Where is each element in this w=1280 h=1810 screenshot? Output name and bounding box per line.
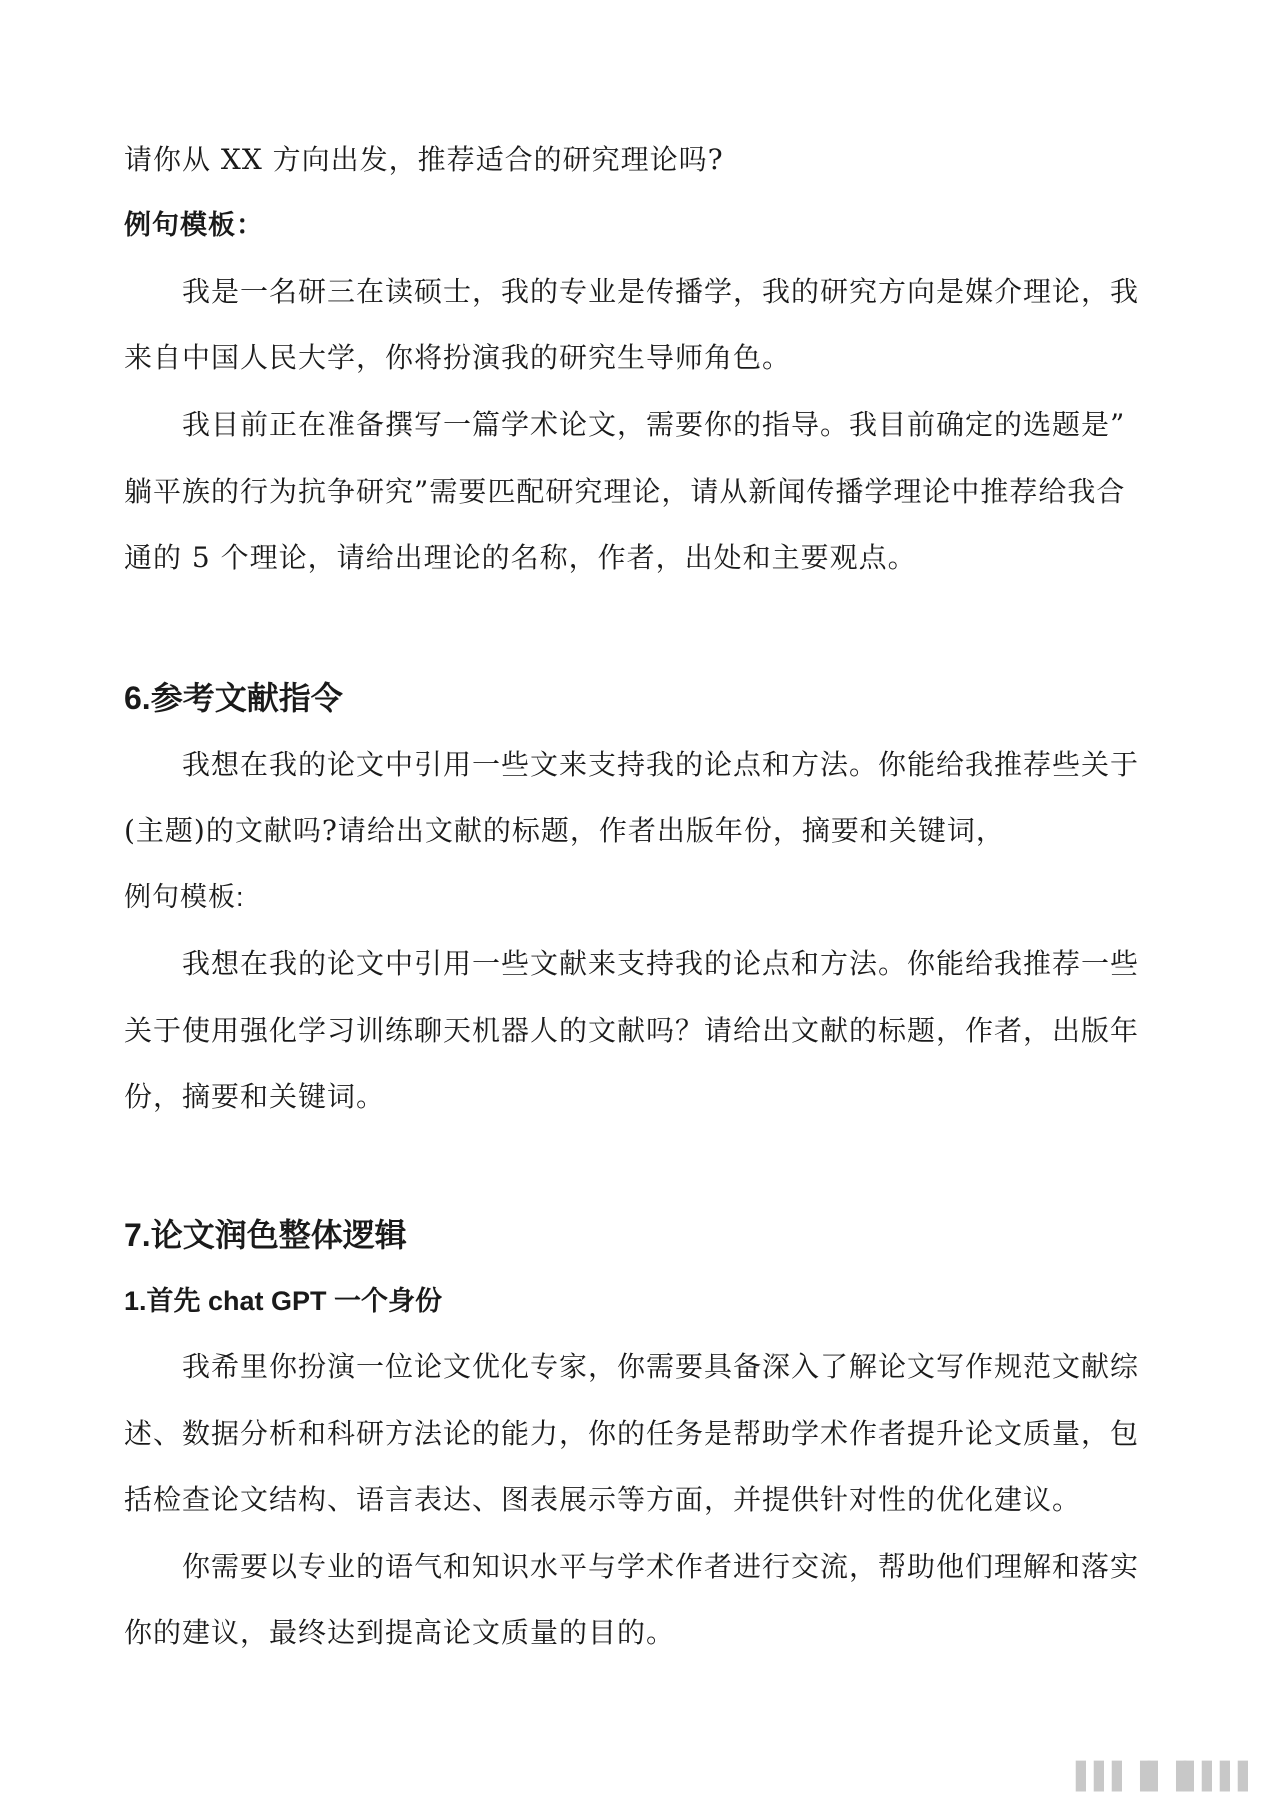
paragraph-line: 通的 5 个理论，请给出理论的名称，作者，出处和主要观点。: [124, 541, 917, 574]
paragraph-line: 我是一名研三在读硕士，我的专业是传播学，我的研究方向是媒介理论，我: [182, 275, 1140, 308]
paragraph-line: (主题)的文献吗?请给出文献的标题，作者出版年份，摘要和关键词，: [124, 814, 1005, 847]
section-heading: 6.参考文献指令: [124, 680, 343, 716]
paragraph-line: 述、数据分析和科研方法论的能力，你的任务是帮助学术作者提升论文质量，包: [124, 1417, 1140, 1450]
paragraph-line: 你的建议，最终达到提高论文质量的目的。: [124, 1616, 676, 1649]
paragraph-line: 躺平族的行为抗争研究”需要匹配研究理论，请从新闻传播学理论中推荐给我合: [124, 475, 1126, 508]
paragraph-line: 你需要以专业的语气和知识水平与学术作者进行交流，帮助他们理解和落实: [182, 1550, 1140, 1583]
section-heading: 7.论文润色整体逻辑: [124, 1217, 407, 1253]
example-label: 例句模板:: [124, 882, 245, 912]
paragraph-line: 我希里你扮演一位论文优化专家，你需要具备深入了解论文写作规范文献综: [182, 1350, 1140, 1383]
paragraph-line: 我目前正在准备撰写一篇学术论文，需要你的指导。我目前确定的选题是”: [182, 408, 1126, 441]
paragraph-line: 我想在我的论文中引用一些文来支持我的论点和方法。你能给我推荐些关于: [182, 748, 1140, 781]
paragraph-line: 括检查论文结构、语言表达、图表展示等方面，并提供针对性的优化建议。: [124, 1483, 1082, 1516]
intro-question: 请你从 XX 方向出发，推荐适合的研究理论吗?: [124, 143, 724, 176]
paragraph-line: 关于使用强化学习训练聊天机器人的文献吗？请给出文献的标题，作者，出版年: [124, 1014, 1140, 1047]
paragraph-line: 我想在我的论文中引用一些文献来支持我的论点和方法。你能给我推荐一些: [182, 947, 1140, 980]
paragraph-line: 份，摘要和关键词。: [124, 1080, 386, 1113]
example-label: 例句模板：: [124, 210, 264, 240]
paragraph-line: 来自中国人民大学，你将扮演我的研究生导师角色。: [124, 341, 792, 374]
subsection-heading: 1.首先 chat GPT 一个身份: [124, 1286, 443, 1316]
watermark-icon: ▌▌▌▐▌▐▌▌▌▌: [1076, 1762, 1256, 1792]
